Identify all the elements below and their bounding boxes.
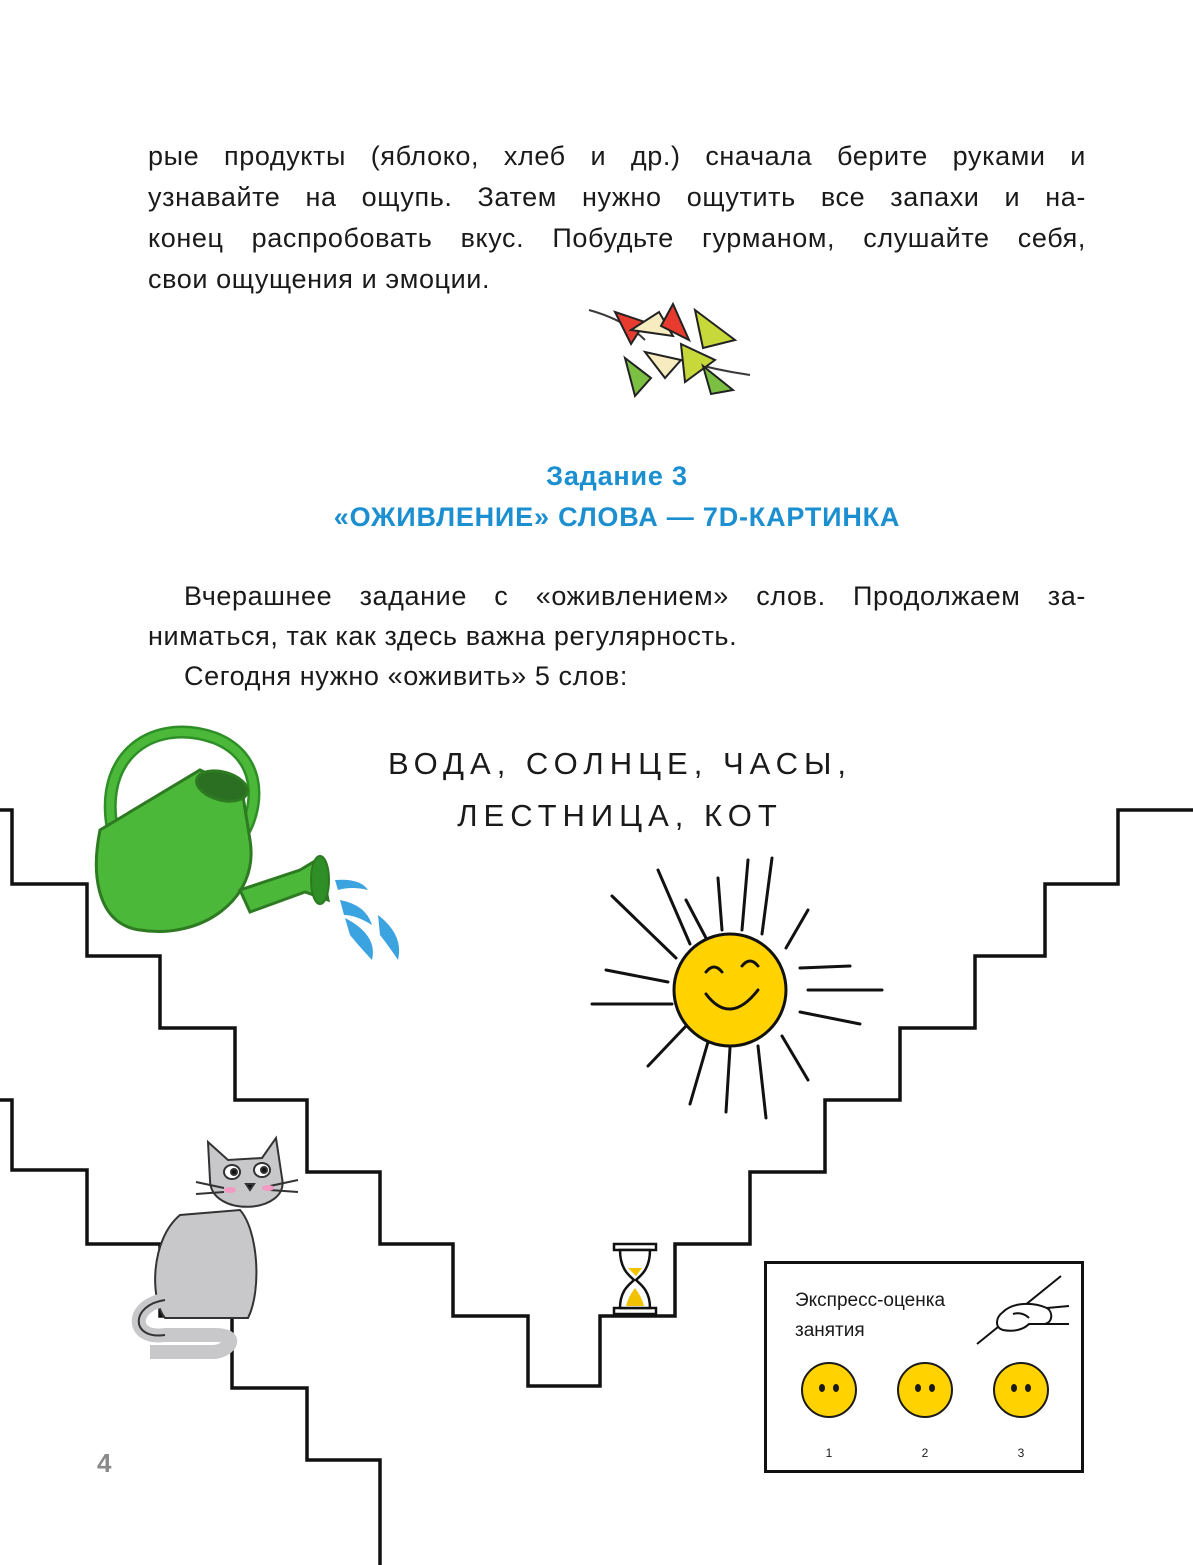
task-heading: [148, 456, 1086, 538]
rating-smiley-3[interactable]: [993, 1362, 1049, 1418]
rating-number: 3: [1017, 1446, 1025, 1460]
word-list: [300, 738, 940, 842]
smiley-eye: [1025, 1384, 1031, 1392]
task-title: «ОЖИВЛЕНИЕ» СЛОВА — 7D-КАРТИНКА: [333, 502, 901, 532]
page-number: 4: [97, 1448, 112, 1478]
smiley-eye: [1011, 1384, 1017, 1392]
task-line: Вчерашнее задание с «оживлением» слов. Продолжаем за-: [184, 581, 1086, 611]
word-line: ВОДА, СОЛНЦЕ, ЧАСЫ,: [387, 746, 853, 781]
intro-line: узнавайте на ощупь. Затем нужно ощутить все запахи и на-: [148, 182, 1086, 212]
express-rating-box: [764, 1261, 1084, 1473]
task-line: Сегодня нужно «оживить» 5 слов:: [184, 661, 628, 691]
hourglass-icon: [614, 1244, 656, 1314]
task-line: ниматься, так как здесь важна регулярность.: [148, 621, 738, 651]
rating-smiley-1[interactable]: [801, 1362, 857, 1418]
writing-hand-icon: [973, 1272, 1073, 1352]
smiley-eye: [819, 1384, 825, 1392]
smiley-eye: [915, 1384, 921, 1392]
word-line: ЛЕСТНИЦА, КОТ: [457, 798, 783, 833]
rating-number: 2: [921, 1446, 929, 1460]
intro-line: конец распробовать вкус. Побудьте гурманом, слушайте себя,: [148, 223, 1086, 253]
intro-line: свои ощущения и эмоции.: [148, 264, 491, 294]
task-number: Задание 3: [546, 461, 688, 491]
rating-title-line: Экспресс-оценка: [795, 1290, 946, 1311]
rating-smiley-2[interactable]: [897, 1362, 953, 1418]
apple-cores-icon: [589, 304, 750, 396]
smiley-eye: [929, 1384, 935, 1392]
intro-line: рые продукты (яблоко, хлеб и др.) сначала берите руками и: [148, 141, 1086, 171]
rating-number: 1: [825, 1446, 833, 1460]
sun-face: [674, 934, 786, 1046]
rating-title: [795, 1286, 995, 1346]
smiley-eye: [833, 1384, 839, 1392]
cat-icon: [139, 1138, 298, 1352]
rating-title-line: занятия: [795, 1320, 865, 1341]
task-description: [148, 576, 1086, 696]
